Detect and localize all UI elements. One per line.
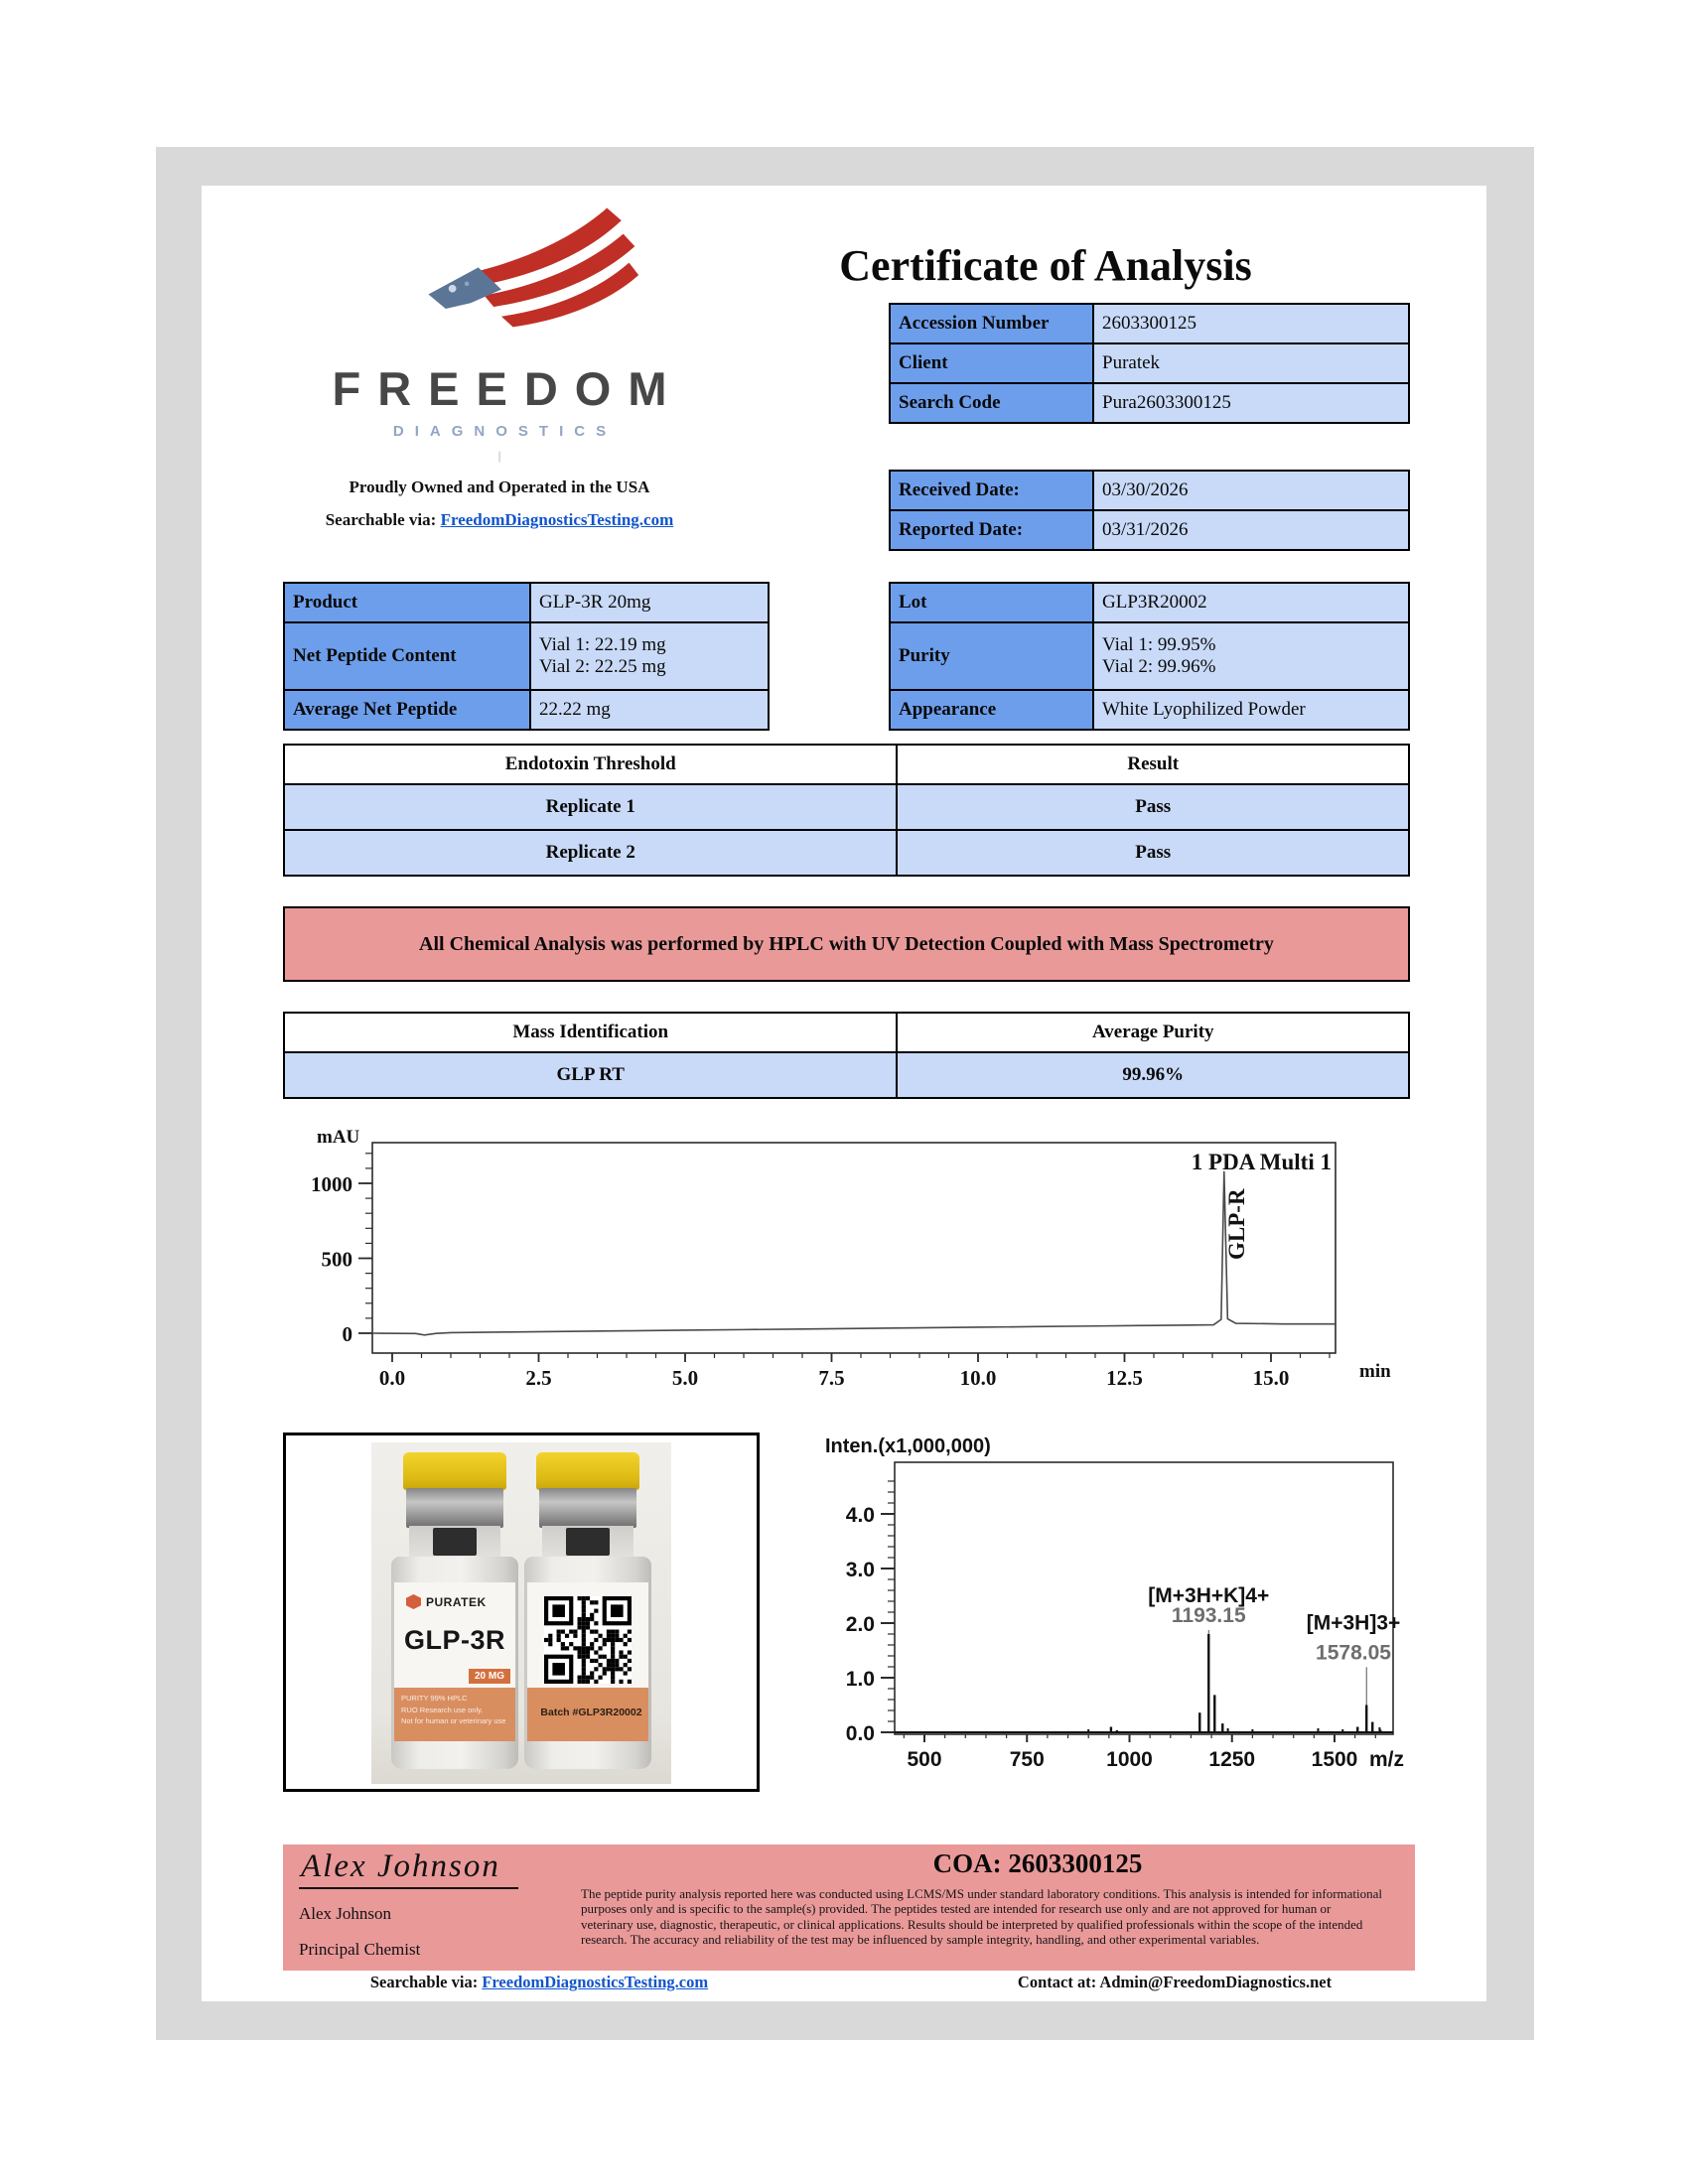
svg-text:10.0: 10.0 bbox=[959, 1366, 997, 1390]
vial-body bbox=[524, 1557, 651, 1769]
svg-text:500: 500 bbox=[321, 1247, 352, 1272]
searchable-label: Searchable via: bbox=[325, 510, 437, 529]
purity-value: Vial 1: 99.95% Vial 2: 99.96% bbox=[1093, 622, 1409, 690]
batch-number: Batch #GLP3R20002 bbox=[540, 1706, 642, 1718]
svg-text:1.0: 1.0 bbox=[845, 1668, 875, 1691]
footer-contact: Contact at: Admin@FreedomDiagnostics.net bbox=[1017, 1973, 1333, 1991]
searchable-line bbox=[216, 510, 782, 530]
accession-value: 2603300125 bbox=[1093, 304, 1409, 343]
appearance-label: Appearance bbox=[890, 690, 1093, 730]
warning-line: Not for human or veterinary use bbox=[401, 1716, 506, 1726]
svg-text:[M+3H+K]4+: [M+3H+K]4+ bbox=[1148, 1584, 1270, 1608]
footer-searchable-link[interactable]: FreedomDiagnosticsTesting.com bbox=[482, 1973, 709, 1991]
vial-stopper bbox=[433, 1528, 477, 1556]
vial-crimp-band bbox=[406, 1488, 503, 1528]
svg-text:1500: 1500 bbox=[1311, 1748, 1358, 1771]
svg-text:0: 0 bbox=[342, 1322, 352, 1346]
avg-net-peptide-label: Average Net Peptide bbox=[284, 690, 530, 730]
replicate2-result: Pass bbox=[897, 830, 1409, 876]
svg-text:1 PDA Multi 1: 1 PDA Multi 1 bbox=[1191, 1150, 1332, 1174]
vial-cap-icon bbox=[403, 1452, 506, 1490]
puratek-logo-icon bbox=[406, 1594, 421, 1609]
ruo-line: RUO Research use only. bbox=[401, 1705, 484, 1714]
product-label: Product bbox=[284, 583, 530, 622]
lot-label: Lot bbox=[890, 583, 1093, 622]
svg-text:0.0: 0.0 bbox=[378, 1366, 406, 1390]
page-title: Certificate of Analysis bbox=[839, 241, 1252, 290]
svg-text:[M+3H]3+: [M+3H]3+ bbox=[1306, 1611, 1401, 1635]
replicate1-label: Replicate 1 bbox=[284, 784, 897, 830]
svg-text:1578.05: 1578.05 bbox=[1316, 1641, 1391, 1665]
vial-back-label bbox=[527, 1582, 648, 1741]
received-date-label: Received Date: bbox=[890, 471, 1093, 510]
searchable-link[interactable]: FreedomDiagnosticsTesting.com bbox=[440, 510, 674, 529]
svg-text:7.5: 7.5 bbox=[818, 1366, 845, 1390]
analysis-method-banner: All Chemical Analysis was performed by HPLC with UV Detection Coupled with Mass Spectrometry bbox=[283, 906, 1410, 982]
hplc-chromatogram-chart bbox=[281, 1129, 1453, 1419]
dates-table bbox=[889, 470, 1410, 551]
lot-table bbox=[889, 582, 1410, 731]
chemist-role: Principal Chemist bbox=[299, 1940, 421, 1959]
svg-text:Inten.(x1,000,000): Inten.(x1,000,000) bbox=[825, 1435, 991, 1457]
vial-back bbox=[524, 1452, 651, 1776]
svg-text:min: min bbox=[1359, 1361, 1391, 1382]
svg-text:1250: 1250 bbox=[1208, 1748, 1256, 1771]
avg-purity-header: Average Purity bbox=[897, 1013, 1409, 1052]
mass-id-header: Mass Identification bbox=[284, 1013, 897, 1052]
svg-text:4.0: 4.0 bbox=[845, 1504, 875, 1527]
mass-spectrum-chart bbox=[817, 1434, 1425, 1810]
vial-product-name: GLP-3R bbox=[404, 1625, 506, 1655]
mass-id-value: GLP RT bbox=[284, 1052, 897, 1098]
svg-text:1193.15: 1193.15 bbox=[1171, 1603, 1246, 1627]
result-header: Result bbox=[897, 745, 1409, 784]
eagle-flag-logo-icon bbox=[355, 205, 643, 354]
endotoxin-header: Endotoxin Threshold bbox=[284, 745, 897, 784]
svg-text:0.0: 0.0 bbox=[845, 1722, 875, 1745]
replicate2-label: Replicate 2 bbox=[284, 830, 897, 876]
svg-text:2.5: 2.5 bbox=[525, 1366, 552, 1390]
vial-neck bbox=[542, 1526, 633, 1560]
purity-label: Purity bbox=[890, 622, 1093, 690]
svg-text:500: 500 bbox=[907, 1748, 942, 1771]
footer-searchable-label: Searchable via: bbox=[369, 1973, 479, 1991]
vial-neck bbox=[409, 1526, 500, 1560]
purity-line: PURITY 99% HPLC bbox=[401, 1694, 468, 1703]
reported-date-label: Reported Date: bbox=[890, 510, 1093, 550]
avg-net-peptide-value: 22.22 mg bbox=[530, 690, 769, 730]
vial-crimp-band bbox=[539, 1488, 636, 1528]
avg-purity-value: 99.96% bbox=[897, 1052, 1409, 1098]
product-value: GLP-3R 20mg bbox=[530, 583, 769, 622]
logo-divider: | bbox=[497, 448, 501, 463]
vial-back-strip bbox=[527, 1688, 648, 1741]
logo-subtitle: DIAGNOSTICS bbox=[392, 423, 618, 440]
net-peptide-value: Vial 1: 22.19 mg Vial 2: 22.25 mg bbox=[530, 622, 769, 690]
searchcode-label: Search Code bbox=[890, 383, 1093, 423]
vial-stopper bbox=[566, 1528, 610, 1556]
coa-number: COA: 2603300125 bbox=[932, 1848, 1143, 1878]
footer-searchable bbox=[321, 1973, 758, 1992]
svg-text:1000: 1000 bbox=[311, 1172, 352, 1196]
replicate1-result: Pass bbox=[897, 784, 1409, 830]
vial-front bbox=[391, 1452, 518, 1776]
chemist-name: Alex Johnson bbox=[299, 1904, 392, 1923]
svg-text:3.0: 3.0 bbox=[845, 1559, 875, 1581]
svg-text:GLP-R: GLP-R bbox=[1223, 1188, 1249, 1260]
lot-value: GLP3R20002 bbox=[1093, 583, 1409, 622]
received-date-value: 03/30/2026 bbox=[1093, 471, 1409, 510]
logo-name: FREEDOM bbox=[332, 362, 684, 415]
brand-name: PURATEK bbox=[426, 1594, 487, 1609]
tagline: Proudly Owned and Operated in the USA bbox=[349, 478, 650, 496]
strength-badge: 20 MG bbox=[469, 1669, 510, 1684]
vial-front-strip bbox=[394, 1688, 515, 1741]
accession-label: Accession Number bbox=[890, 304, 1093, 343]
endotoxin-table bbox=[283, 744, 1410, 877]
svg-text:1000: 1000 bbox=[1106, 1748, 1153, 1771]
searchcode-value: Pura2603300125 bbox=[1093, 383, 1409, 423]
certificate-page bbox=[202, 186, 1486, 2001]
net-peptide-label: Net Peptide Content bbox=[284, 622, 530, 690]
svg-text:12.5: 12.5 bbox=[1106, 1366, 1143, 1390]
svg-text:2.0: 2.0 bbox=[845, 1613, 875, 1636]
reported-date-value: 03/31/2026 bbox=[1093, 510, 1409, 550]
signature: Alex Johnson bbox=[299, 1848, 518, 1889]
appearance-value: White Lyophilized Powder bbox=[1093, 690, 1409, 730]
accession-table bbox=[889, 303, 1410, 424]
svg-text:5.0: 5.0 bbox=[671, 1366, 699, 1390]
signature-block bbox=[283, 1844, 1415, 1971]
client-label: Client bbox=[890, 343, 1093, 383]
vial-body bbox=[391, 1557, 518, 1769]
product-photo-box bbox=[283, 1433, 760, 1792]
svg-text:15.0: 15.0 bbox=[1252, 1366, 1290, 1390]
product-table bbox=[283, 582, 770, 731]
vial-cap-icon bbox=[536, 1452, 639, 1490]
svg-text:750: 750 bbox=[1009, 1748, 1045, 1771]
mass-identification-table bbox=[283, 1012, 1410, 1099]
svg-text:m/z: m/z bbox=[1369, 1748, 1405, 1771]
vial-front-label bbox=[394, 1582, 515, 1741]
svg-text:mAU: mAU bbox=[317, 1129, 360, 1148]
qr-code-icon bbox=[544, 1596, 632, 1684]
disclaimer-text: The peptide purity analysis reported here was conducted using LCMS/MS under standard laboratory conditions. This analysis is intended for informational purposes only and is specific to the sample(s) provided. The peptides tested are intended for research use only and are not approved for human or veterinary use, diagnostic, therapeutic, or clinical applications. Results should be interpreted by qualified professionals within the scope of the intended research. The accuracy and reliability of the test may be influenced by sample integrity, handling, and other experimental variables. bbox=[581, 1886, 1383, 1948]
client-value: Puratek bbox=[1093, 343, 1409, 383]
vial-photo bbox=[371, 1442, 671, 1784]
